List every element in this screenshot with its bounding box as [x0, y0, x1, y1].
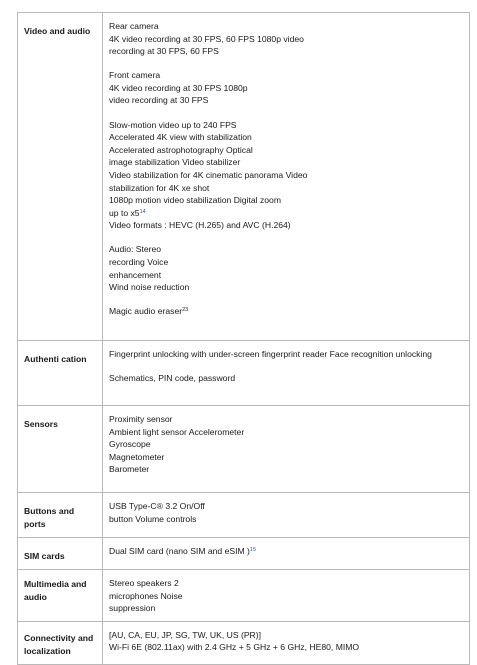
spec-value-block	[109, 372, 463, 385]
spec-value-line	[109, 169, 463, 182]
spec-value-line	[109, 94, 463, 107]
spec-value-line	[109, 256, 463, 269]
spec-row-label: SIM cards	[18, 538, 103, 570]
footnote-reference[interactable]: 15	[249, 547, 257, 553]
spec-row-value	[103, 13, 470, 341]
spec-value-line	[109, 629, 463, 642]
spec-value-text: Gyroscope	[109, 439, 151, 450]
spec-value-line	[109, 641, 463, 654]
spec-value-text: Wind noise reduction	[109, 282, 190, 293]
spec-value-line	[109, 372, 463, 385]
spec-value-text: Slow-motion video up to 240 FPS	[109, 119, 237, 130]
spec-value-line	[109, 438, 463, 451]
spec-value-text: Video stabilization for 4K cinematic panorama Video	[109, 169, 308, 180]
spec-value-line	[109, 69, 463, 82]
spec-value-line	[109, 545, 463, 558]
spec-value-line	[109, 131, 463, 144]
spec-row-value	[103, 538, 470, 570]
spec-value-block	[109, 629, 463, 654]
spec-value-block	[109, 69, 463, 107]
spec-value-text: button Volume controls	[109, 513, 197, 524]
spec-value-text: image stabilization Video stabilizer	[109, 157, 241, 168]
spec-value-text: Magnetometer	[109, 451, 165, 462]
spec-value-text: [AU, CA, EU, JP, SG, TW, UK, US (PR)]	[109, 629, 262, 640]
spec-value-text: Stereo speakers 2	[109, 578, 179, 588]
spec-value-line	[109, 156, 463, 169]
spec-value-text: enhancement	[109, 269, 162, 280]
spec-value-text: Accelerated 4K view with stabilization	[109, 132, 252, 143]
spec-value-text: Magic audio eraser	[109, 306, 183, 317]
spec-value-text: Wi-Fi 6E (802.11ax) with 2.4 GHz + 5 GHz + 6 GHz, HE80, MIMO	[109, 642, 360, 653]
spec-row	[18, 538, 470, 570]
spec-value-text: recording Voice	[109, 257, 169, 267]
spec-value-block	[109, 545, 463, 558]
spec-value-text: Barometer	[109, 464, 150, 475]
spec-value-line	[109, 577, 463, 590]
spec-value-text: Accelerated astrophotography Optical	[109, 144, 253, 155]
spec-value-line	[109, 513, 463, 526]
spec-row	[18, 621, 470, 664]
spec-value-line	[109, 602, 463, 615]
spec-row-label: Video and audio	[18, 13, 103, 341]
spec-value-block	[109, 20, 463, 58]
spec-value-block	[109, 348, 463, 361]
spec-row-value	[103, 406, 470, 493]
spec-value-text: Rear camera	[109, 21, 159, 31]
spec-value-line	[109, 413, 463, 426]
spec-value-text: 4K video recording at 30 FPS, 60 FPS 1080p video	[109, 33, 304, 44]
spec-value-line	[109, 269, 463, 282]
spec-row-value	[103, 493, 470, 538]
spec-value-text: stabilization for 4K xe shot	[109, 182, 210, 193]
spec-row	[18, 570, 470, 622]
spec-value-block	[109, 305, 463, 318]
spec-value-text: Proximity sensor	[109, 414, 173, 424]
spec-row-label: Sensors	[18, 406, 103, 493]
spec-value-text: microphones Noise	[109, 590, 183, 601]
spec-row	[18, 341, 470, 406]
spec-value-text: Audio: Stereo	[109, 244, 162, 255]
spec-value-text: Front camera	[109, 70, 161, 81]
spec-value-line	[109, 463, 463, 476]
spec-table-body	[18, 13, 470, 665]
spec-row-label: Authenti cation	[18, 341, 103, 406]
spec-row-label: Buttons and ports	[18, 493, 103, 538]
spec-value-line	[109, 305, 463, 318]
spec-table	[17, 12, 470, 665]
spec-value-line	[109, 45, 463, 58]
spec-value-line	[109, 451, 463, 464]
spec-value-text: recording at 30 FPS, 60 FPS	[109, 46, 219, 57]
spec-value-text: Ambient light sensor Accelerometer	[109, 426, 245, 437]
footnote-reference: 23	[182, 307, 189, 314]
spec-row-value	[103, 621, 470, 664]
spec-value-line	[109, 590, 463, 603]
spec-value-text: Video formats : HEVC (H.265) and AVC (H.264)	[109, 220, 291, 231]
spec-value-line	[109, 33, 463, 46]
spec-value-block	[109, 500, 463, 525]
spec-row-value	[103, 570, 470, 622]
spec-value-line	[109, 144, 463, 157]
spec-value-text: 4K video recording at 30 FPS 1080p	[109, 82, 248, 93]
spec-value-text: Dual SIM card (nano SIM and eSIM )	[109, 546, 250, 556]
spec-value-text: 1080p motion video stabilization Digital zoom	[109, 195, 281, 206]
spec-value-text: video recording at 30 FPS	[109, 95, 209, 106]
spec-row-label: Multimedia and audio	[18, 570, 103, 622]
spec-value-block	[109, 243, 463, 293]
spec-value-line	[109, 119, 463, 132]
spec-value-text: up to x5	[109, 207, 140, 218]
spec-value-line	[109, 82, 463, 95]
spec-value-line	[109, 348, 463, 361]
spec-value-block	[109, 119, 463, 232]
spec-value-line	[109, 219, 463, 232]
spec-value-text: Fingerprint unlocking with under-screen fingerprint reader Face recognition unlocking	[109, 349, 432, 359]
spec-value-text: Schematics, PIN code, password	[109, 373, 236, 384]
spec-value-line	[109, 500, 463, 513]
spec-row	[18, 493, 470, 538]
spec-value-line	[109, 182, 463, 195]
spec-value-text: suppression	[109, 603, 156, 614]
spec-value-block	[109, 413, 463, 476]
spec-row-value	[103, 341, 470, 406]
spec-value-line	[109, 426, 463, 439]
spec-row	[18, 13, 470, 341]
spec-value-text: USB Type-C® 3.2 On/Off	[109, 501, 205, 511]
spec-row	[18, 406, 470, 493]
spec-value-line	[109, 20, 463, 33]
spec-value-block	[109, 577, 463, 615]
footnote-reference[interactable]: 14	[139, 208, 146, 215]
spec-row-label: Connectivity and localization	[18, 621, 103, 664]
spec-value-line	[109, 281, 463, 294]
spec-value-line	[109, 243, 463, 256]
spec-value-line	[109, 194, 463, 207]
spec-value-line	[109, 207, 463, 220]
